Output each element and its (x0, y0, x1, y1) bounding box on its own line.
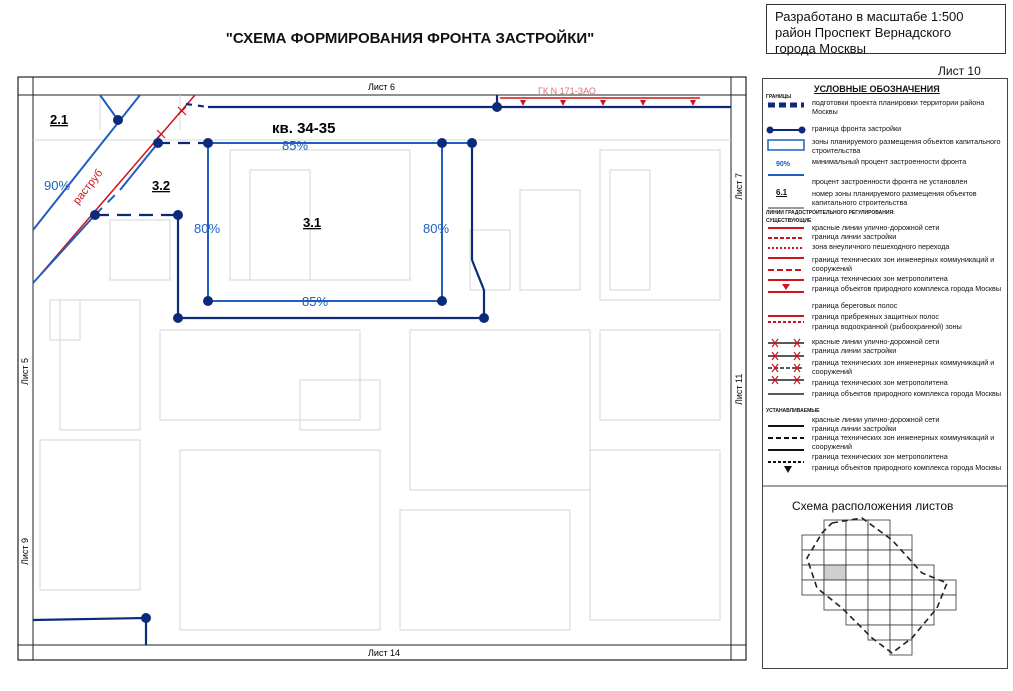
edge-label-left-upper: Лист 5 (20, 357, 30, 385)
minimap-tiles (802, 520, 956, 655)
legend-item: граница технических зон метрополитена (812, 452, 948, 461)
legend-item: граница водоохранной (рыбоохранной) зоны (812, 322, 962, 331)
legend-panel (762, 78, 1008, 670)
legend-item: минимальный процент застроенности фронта (812, 157, 967, 166)
legend-item: подготовки проекта планировки территории района Москвы (812, 98, 985, 116)
legend-section-existing: СУЩЕСТВУЮЩИЕ (766, 218, 812, 224)
legend-item: зоны планируемого размещения объектов капитального строительства (812, 137, 1001, 155)
zone-label-3-1: 3.1 (303, 215, 322, 230)
minimap-title: Схема расположения листов (792, 499, 954, 513)
scale-line-1: Разработано в масштабе 1:500 (775, 9, 964, 24)
legend-item: граница прибрежных защитных полос (812, 312, 940, 321)
legend-item: граница технических зон метрополитена (812, 378, 948, 387)
legend-section-regulation: ЛИНИИ ГРАДОСТРОИТЕЛЬНОГО РЕГУЛИРОВАНИЯ: (766, 210, 895, 216)
edge-label-right-lower: Лист 11 (734, 373, 744, 405)
edge-label-left-lower: Лист 9 (20, 537, 30, 565)
legend-item: зона внеуличного пешеходного перехода (812, 242, 950, 251)
legend-item: граница технических зон инженерных коммуникаций и сооружений (812, 255, 995, 273)
scale-line-3: города Москвы (775, 41, 866, 56)
legend-item: красные линии улично-дорожной сети (812, 415, 940, 424)
percent-left-diagonal: 90% (44, 178, 71, 193)
legend-item: граница технических зон инженерных коммуникаций и сооружений (812, 433, 995, 451)
sheet-number: Лист 10 (938, 64, 981, 78)
legend-item: граница объектов природного комплекса города Москвы (812, 284, 1002, 293)
map-frame (18, 77, 746, 660)
legend-item: красные линии улично-дорожной сети (812, 223, 940, 232)
edge-label-top: Лист 6 (368, 82, 396, 92)
legend-item: граница объектов природного комплекса города Москвы (812, 463, 1002, 472)
percent-right: 80% (423, 221, 450, 236)
edge-label-right-upper: Лист 7 (734, 172, 744, 200)
legend-section-borders: ГРАНИЦЫ (766, 94, 792, 100)
percent-left: 80% (194, 221, 221, 236)
legend-section-new: УСТАНАВЛИВАЕМЫЕ (766, 408, 820, 414)
legend-item: граница береговых полос (812, 301, 898, 310)
percent-top: 85% (282, 138, 309, 153)
legend-item: граница линии застройки (812, 346, 897, 355)
legend-item: граница линии застройки (812, 232, 897, 241)
background-buildings (33, 95, 731, 630)
red-markers (520, 100, 696, 106)
edge-label-bottom: Лист 14 (368, 648, 401, 658)
rastrub-label: раструб (70, 167, 106, 207)
red-code-label: ГК N 171-ЗАО (538, 86, 596, 96)
legend-item: граница линии застройки (812, 424, 897, 433)
zone-label-3-2: 3.2 (152, 178, 171, 193)
legend-item: номер зоны планируемого размещения объектов капитального строительства (812, 189, 977, 207)
bottom-left-boundary (33, 618, 146, 645)
legend-item: граница технических зон инженерных коммуникаций и сооружений (812, 358, 995, 376)
zone-label-2-1: 2.1 (50, 112, 69, 127)
legend-sample-percent: 90% (776, 161, 791, 168)
legend-title: УСЛОВНЫЕ ОБОЗНАЧЕНИЯ (814, 84, 940, 94)
block-label: кв. 34-35 (272, 120, 336, 137)
legend-sample-zone: 6.1 (776, 188, 788, 197)
page-title: "СХЕМА ФОРМИРОВАНИЯ ФРОНТА ЗАСТРОЙКИ" (225, 30, 595, 47)
front-boundary-lines (118, 95, 731, 143)
legend-item: граница технических зон метрополитена (812, 274, 948, 283)
legend-item: процент застроенности фронта не установлен (812, 177, 968, 186)
percent-bottom: 85% (302, 294, 329, 309)
legend-item: красные линии улично-дорожной сети (812, 337, 940, 346)
legend-item: граница объектов природного комплекса города Москвы (812, 389, 1002, 398)
legend-item: граница фронта застройки (812, 124, 902, 133)
scale-line-2: район Проспект Вернадского (775, 25, 952, 40)
